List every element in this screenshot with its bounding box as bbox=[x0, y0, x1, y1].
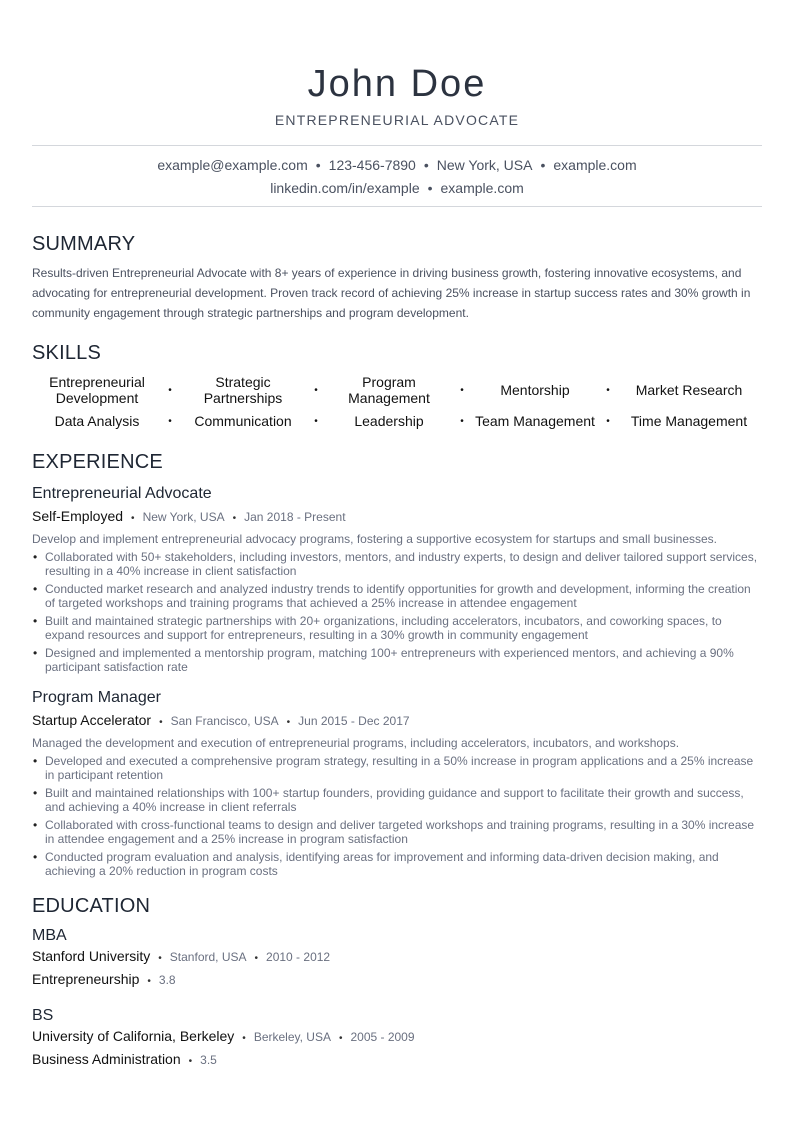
skill-item: Leadership bbox=[354, 413, 424, 429]
field-of-study: Entrepreneurship bbox=[32, 971, 140, 987]
education-dates: 2005 - 2009 bbox=[350, 1030, 415, 1044]
job-bullet: • Designed and implemented a mentorship program, matching 100+ entrepreneurs with experienced mentors, and achieving a 90% participant satisfaction rate bbox=[32, 646, 762, 674]
skill-item: Team Management bbox=[475, 413, 595, 429]
education-school-line bbox=[32, 1026, 762, 1049]
contact-phone[interactable]: 123-456-7890 bbox=[328, 157, 416, 173]
school-location: Stanford, USA bbox=[169, 950, 247, 964]
job-location: San Francisco, USA bbox=[170, 714, 279, 728]
resume-page bbox=[32, 0, 762, 1072]
skill-item: Time Management bbox=[630, 413, 748, 429]
degree-name: MBA bbox=[32, 927, 67, 944]
skill-separator: • bbox=[460, 415, 464, 427]
job-meta bbox=[32, 507, 762, 528]
job-entry bbox=[32, 688, 762, 878]
skills-grid bbox=[32, 370, 762, 430]
skill-item: Mentorship bbox=[500, 382, 570, 398]
education-entry bbox=[32, 1006, 762, 1072]
meta-separator: • bbox=[158, 953, 162, 964]
field-of-study: Business Administration bbox=[32, 1051, 181, 1067]
meta-separator: • bbox=[131, 513, 135, 524]
meta-separator: • bbox=[232, 513, 237, 524]
job-bullets bbox=[32, 754, 762, 878]
job-bullet: • Collaborated with 50+ stakeholders, including investors, mentors, and industry experts, to design and deliver tailored support services, resulting in a 40% increase in client satisfaction bbox=[32, 550, 762, 578]
skill-separator: • bbox=[606, 384, 610, 396]
skill-item: Entrepreneurial Development bbox=[49, 374, 145, 406]
skill-separator: • bbox=[606, 415, 610, 427]
contact-separator: • bbox=[315, 157, 321, 173]
job-title: Entrepreneurial Advocate bbox=[32, 485, 212, 502]
meta-separator: • bbox=[147, 976, 151, 987]
job-bullet: • Built and maintained relationships with 100+ startup founders, providing guidance and support to facilitate their growth and success, and achieving a 40% increase in client referrals bbox=[32, 786, 762, 814]
summary-heading: SUMMARY bbox=[32, 233, 136, 255]
job-dates: Jun 2015 - Dec 2017 bbox=[298, 714, 410, 728]
contact-email[interactable]: example@example.com bbox=[157, 157, 308, 173]
meta-separator: • bbox=[254, 953, 259, 964]
header-divider-bottom bbox=[32, 206, 762, 207]
job-title: Program Manager bbox=[32, 689, 161, 706]
skill-item: Communication bbox=[194, 413, 292, 429]
job-description: Develop and implement entrepreneurial advocacy programs, fostering a supportive ecosystem for startups and small businesses. bbox=[32, 532, 718, 546]
gpa: 3.5 bbox=[200, 1053, 217, 1067]
contact-separator: • bbox=[423, 157, 429, 173]
gpa: 3.8 bbox=[158, 973, 176, 987]
school-location: Berkeley, USA bbox=[253, 1030, 331, 1044]
degree-name: BS bbox=[32, 1007, 54, 1024]
skill-item: Data Analysis bbox=[54, 413, 140, 429]
job-bullet: • Developed and executed a comprehensive program strategy, resulting in a 50% increase in program applications and a 25% increase in participant retention bbox=[32, 754, 762, 782]
skills-heading: SKILLS bbox=[32, 342, 102, 364]
skill-item: Market Research bbox=[635, 382, 743, 398]
meta-separator: • bbox=[286, 717, 291, 728]
meta-separator: • bbox=[242, 1033, 246, 1044]
job-bullet: • Conducted program evaluation and analysis, identifying areas for improvement and informing data-driven decision making, and achieving a 20% reduction in program costs bbox=[32, 850, 762, 878]
skill-separator: • bbox=[314, 384, 318, 396]
skill-separator: • bbox=[168, 415, 172, 427]
candidate-title: ENTREPRENEURIAL ADVOCATE bbox=[274, 112, 520, 128]
meta-separator: • bbox=[338, 1033, 343, 1044]
experience-heading: EXPERIENCE bbox=[32, 451, 163, 473]
contact-line-1 bbox=[32, 154, 762, 177]
skill-item: Program Management bbox=[348, 374, 430, 406]
education-dates: 2010 - 2012 bbox=[266, 950, 331, 964]
skill-separator: • bbox=[314, 415, 318, 427]
skill-item: Strategic Partnerships bbox=[203, 374, 283, 406]
school-name: University of California, Berkeley bbox=[32, 1028, 235, 1044]
contact-block bbox=[32, 146, 762, 206]
job-location: New York, USA bbox=[142, 510, 225, 524]
job-company: Startup Accelerator bbox=[32, 712, 152, 728]
contact-separator: • bbox=[427, 180, 433, 196]
contact-website-2[interactable]: example.com bbox=[440, 180, 524, 196]
job-bullet: • Built and maintained strategic partnerships with 20+ organizations, including accelerators, incubators, and coworking spaces, to expand resources and support for entrepreneurs, resulting in a 30% growth in community engagement bbox=[32, 614, 762, 642]
education-school-line bbox=[32, 946, 762, 969]
education-heading: EDUCATION bbox=[32, 895, 151, 917]
summary-text: Results-driven Entrepreneurial Advocate with 8+ years of experience in driving business growth, fostering innovative ecosystems, and advocating for entrepreneurial development. Proven track record of achieving 25% increase in startup success rates and 30% growth in community engagement through strategic partnerships and program development. bbox=[32, 266, 751, 320]
school-name: Stanford University bbox=[32, 948, 151, 964]
meta-separator: • bbox=[188, 1056, 193, 1067]
contact-website[interactable]: example.com bbox=[553, 157, 637, 173]
education-field-line bbox=[32, 1049, 762, 1072]
skill-separator: • bbox=[168, 384, 172, 396]
candidate-name: John Doe bbox=[307, 63, 487, 105]
contact-location: New York, USA bbox=[436, 157, 533, 173]
job-bullet: • Conducted market research and analyzed industry trends to identify opportunities for growth and development, informing the creation of targeted workshops and training programs that achieved a 25% increase in attendee engagement bbox=[32, 582, 762, 610]
job-company: Self-Employed bbox=[32, 508, 124, 524]
job-dates: Jan 2018 - Present bbox=[244, 510, 346, 524]
job-entry bbox=[32, 484, 762, 674]
education-entry bbox=[32, 926, 762, 992]
job-description: Managed the development and execution of entrepreneurial programs, including accelerators, incubators, and workshops. bbox=[32, 736, 680, 750]
job-bullet: • Collaborated with cross-functional teams to design and deliver targeted workshops and training programs, resulting in a 30% increase in attendee engagement and a 25% increase in program satisfaction bbox=[32, 818, 762, 846]
job-meta bbox=[32, 711, 762, 732]
contact-separator: • bbox=[540, 157, 546, 173]
meta-separator: • bbox=[159, 717, 163, 728]
contact-line-2 bbox=[32, 177, 762, 200]
skill-separator: • bbox=[460, 384, 464, 396]
job-bullets bbox=[32, 550, 762, 674]
education-field-line bbox=[32, 969, 762, 992]
contact-linkedin[interactable]: linkedin.com/in/example bbox=[270, 180, 420, 196]
